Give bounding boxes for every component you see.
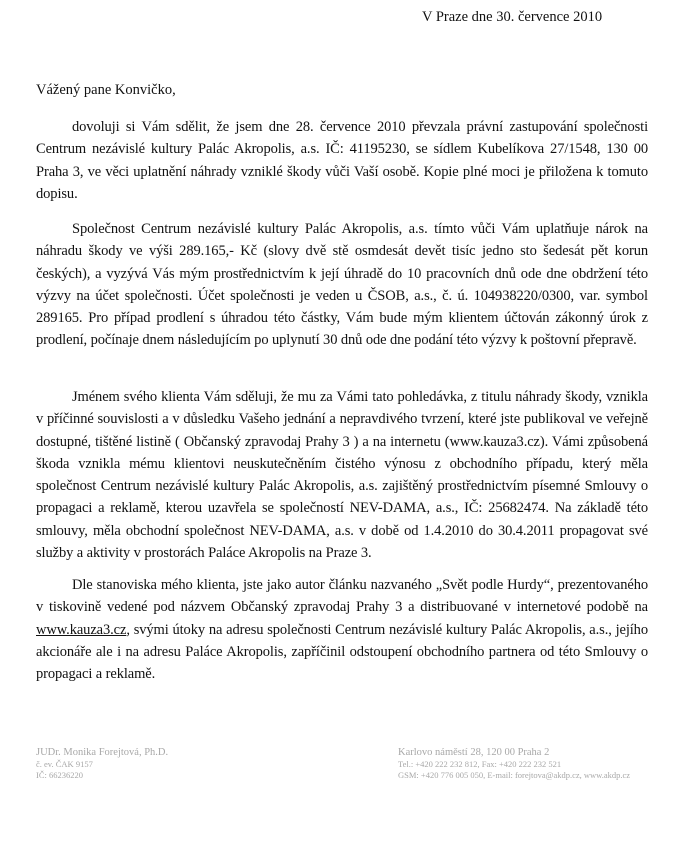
salutation: Vážený pane Konvičko, (36, 82, 176, 98)
footer-lawyer-name: JUDr. Monika Forejtová, Ph.D. (36, 747, 169, 758)
paragraph-1: dovoluji si Vám sdělit, že jsem dne 28. července 2010 převzala právní zastupování společnosti Centrum nezávislé kultury Palác Akropolis, a.s. IČ: 41195230, se sídlem Kubelíkova 27/1548, 130 00 Praha 3, ve věci uplatnění náhrady vzniklé škody vůči Vaší osobě. Kopie plné moci je přiložena k tomuto dopisu. (36, 119, 648, 202)
paragraph-3: Jménem svého klienta Vám sděluji, že mu za Vámi tato pohledávka, z titulu náhrady škody, vznikla v příčinné souvislosti a v důsledku Vašeho jednání a nepravdivého tvrzení, které jste publikoval ve veřejně dostupné, tištěné listině ( Občanský zpravodaj Prahy 3 ) a na internetu (www.kauza3.cz). Vámi způsobená škoda vznikla mému klientovi neuskutečněním čistého výnosu z obchodního případu, který měla společnost Centrum nezávislé kultury Palác Akropolis, a.s. zajištěný prostřednictvím písemné Smlouvy o propagaci a reklamě, kterou uzavřela se společností NEV-DAMA, a.s., IČ: 25682474. Na základě této smlouvy, měla obchodní společnost NEV-DAMA, a.s. v době od 1.4.2010 do 30.4.2011 propagovat své služby a aktivity v prostorách Paláce Akropolis na Praze 3. (36, 389, 648, 562)
website-link[interactable]: www.kauza3.cz (36, 621, 127, 638)
footer-contact-info (398, 747, 630, 782)
footer-address: Karlovo náměstí 28, 120 00 Praha 2 (398, 747, 550, 758)
footer-lawyer-info (36, 747, 168, 782)
footer-bar-number: č. ev. ČAK 9157 (36, 758, 93, 769)
letter-date: V Praze dne 30. července 2010 (422, 9, 603, 25)
footer-company-id: IČ: 66236220 (36, 770, 83, 780)
footer-phone-fax: Tel.: +420 222 232 812, Fax: +420 222 232 521 (398, 758, 562, 769)
paragraph-4-text-start: Dle stanoviska mého klienta, jste jako autor článku nazvaného „Svět podle Hurdy“, prezentovaného v tiskovině vedené pod názvem Občanský zpravodaj Prahy 3 a distribuované v internetové podobě na (36, 577, 648, 616)
paragraph-2: Společnost Centrum nezávislé kultury Palác Akropolis, a.s. tímto vůči Vám uplatňuje nárok na náhradu škody ve výši 289.165,- Kč (slovy dvě stě osmdesát devět tisíc jedno sto šedesát pět korun českých), a vyzývá Vás mým prostřednictvím k její úhradě do 10 pracovních dnů ode dne obdržení této výzvy na účet společnosti. Účet společnosti je veden u ČSOB, a.s., č. ú. 104938220/0300, var. symbol 289165. Pro případ prodlení s úhradou této částky, Vám bude mým klientem účtován zákonný úrok z prodlení, počínaje dnem následujícím po uplynutí 30 dnů ode dne podání této výzvy k poštovní přepravě. (36, 221, 648, 349)
footer-email-web: GSM: +420 776 005 050, E-mail: forejtova@akdp.cz, www.akdp.cz (398, 770, 631, 780)
paragraph-4 (36, 574, 648, 685)
paragraph-4-text-end: , svými útoky na adresu společnosti Centrum nezávislé kultury Palác Akropolis, a.s., jejího akcionáře ale i na adresu Paláce Akropolis, zapříčinil odstoupení obchodního partnera od této Smlouvy o propagaci a reklamě. (36, 621, 648, 683)
